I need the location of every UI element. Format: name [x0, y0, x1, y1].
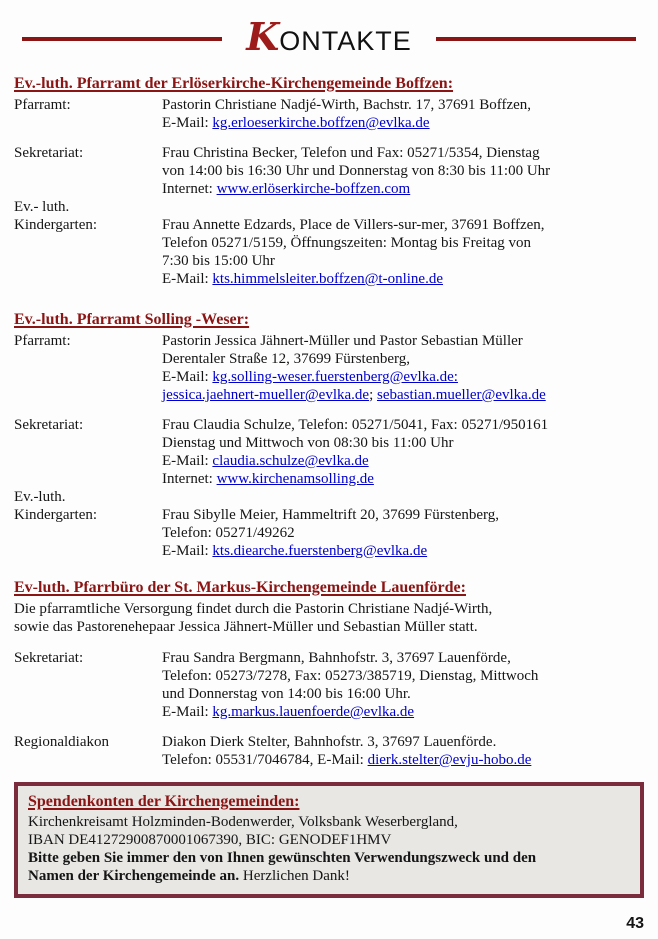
- row-value: [162, 649, 644, 721]
- text: E-Mail:: [162, 453, 213, 469]
- donation-line-note: Bitte geben Sie immer den von Ihnen gewünschten Verwendungszweck und den: [28, 850, 537, 866]
- text: E-Mail:: [162, 369, 213, 385]
- text: Telefon: 05531/7046784, E-Mail:: [162, 752, 368, 768]
- value-line: [162, 649, 644, 667]
- row-value: [162, 216, 644, 288]
- value-line: [162, 506, 644, 524]
- email-link[interactable]: claudia.schulze@evlka.de: [212, 453, 369, 469]
- value-line: [162, 350, 644, 368]
- page-title: [246, 14, 412, 59]
- row-value: [162, 506, 644, 560]
- page-number: 43: [626, 915, 644, 932]
- text: E-Mail:: [162, 704, 213, 720]
- value-line: [162, 452, 644, 470]
- section-intro: [14, 600, 644, 636]
- text: Namen der Kirchengemeinde an.: [28, 868, 240, 884]
- text: ;: [369, 387, 377, 403]
- value-line: [162, 685, 644, 703]
- row-label: Regionaldiakon: [14, 734, 109, 750]
- value-line: [162, 733, 644, 751]
- contact-row-pfarramt: [14, 332, 644, 404]
- text: Diakon Dierk Stelter, Bahnhofstr. 3, 37697 Lauenförde.: [162, 734, 497, 750]
- value-line: [162, 368, 644, 386]
- row-value: [162, 733, 644, 769]
- value-line: [162, 96, 644, 114]
- value-line: [162, 114, 644, 132]
- text: E-Mail:: [162, 115, 213, 131]
- contact-row-sekretariat: [14, 144, 644, 198]
- value-line: [162, 751, 644, 769]
- text: Pastorin Jessica Jähnert-Müller und Pastor Sebastian Müller: [162, 333, 523, 349]
- title-rule-right: [436, 37, 636, 41]
- value-line: [162, 416, 644, 434]
- value-line: [162, 542, 644, 560]
- row-label-prefix: Ev.- luth.: [14, 199, 70, 215]
- section-heading: Ev.-luth. Pfarramt Solling -Weser:: [14, 311, 250, 328]
- row-value: [162, 416, 644, 488]
- row-label: Pfarramt:: [14, 333, 71, 349]
- contact-row-kindergarten: [14, 216, 644, 288]
- text: Pastorin Christiane Nadjé-Wirth, Bachstr. 17, 37691 Boffzen,: [162, 97, 532, 113]
- text: E-Mail:: [162, 543, 213, 559]
- contact-row-sekretariat: [14, 649, 644, 721]
- contact-row-regionaldiakon: [14, 733, 644, 769]
- contact-row-pfarramt: [14, 96, 644, 132]
- row-value: [162, 332, 644, 404]
- page-header: [14, 14, 644, 60]
- contact-row-sekretariat: [14, 416, 644, 488]
- text: Herzlichen Dank!: [239, 868, 350, 884]
- title-rest: ONTAKTE: [279, 26, 412, 56]
- text: und Donnerstag von 14:00 bis 16:00 Uhr.: [162, 686, 411, 702]
- value-line: [162, 470, 644, 488]
- email-link[interactable]: kts.himmelsleiter.boffzen@t-online.de: [212, 271, 443, 287]
- row-label: Kindergarten:: [14, 217, 98, 233]
- email-link[interactable]: jessica.jaehnert-mueller@evlka.de: [162, 387, 370, 403]
- text: E-Mail:: [162, 271, 213, 287]
- row-label: Sekretariat:: [14, 145, 84, 161]
- text: Frau Claudia Schulze, Telefon: 05271/5041, Fax: 05271/950161: [162, 417, 549, 433]
- text: Frau Annette Edzards, Place de Villers-sur-mer, 37691 Boffzen,: [162, 217, 545, 233]
- text: Internet:: [162, 181, 217, 197]
- donation-line-iban: IBAN DE41272900870001067390, BIC: GENODEF1HMV: [28, 832, 392, 848]
- donation-accounts-box: [14, 782, 644, 898]
- text: Telefon: 05271/49262: [162, 525, 295, 541]
- value-line: [162, 162, 644, 180]
- title-rule-left: [22, 37, 222, 41]
- value-line: [162, 386, 644, 404]
- email-link[interactable]: kg.solling-weser.fuerstenberg@evlka.de:: [212, 369, 458, 385]
- row-label: Kindergarten:: [14, 507, 98, 523]
- value-line: [162, 216, 644, 234]
- section-pfarramt-boffzen: [14, 74, 644, 288]
- donation-line: Kirchenkreisamt Holzminden-Bodenwerder, Volksbank Weserbergland,: [28, 814, 458, 830]
- text: Dienstag und Mittwoch von 08:30 bis 11:00 Uhr: [162, 435, 454, 451]
- text: Frau Sibylle Meier, Hammeltrift 20, 37699 Fürstenberg,: [162, 507, 499, 523]
- website-link[interactable]: www.erlöserkirche-boffzen.com: [216, 181, 411, 197]
- intro-line: Die pfarramtliche Versorgung findet durch die Pastorin Christiane Nadjé-Wirth,: [14, 601, 493, 617]
- value-line: [162, 332, 644, 350]
- text: Telefon: 05273/7278, Fax: 05273/385719, Dienstag, Mittwoch: [162, 668, 539, 684]
- section-pfarrbuero-lauenfoerde: [14, 578, 644, 769]
- row-label: Pfarramt:: [14, 97, 71, 113]
- value-line: [162, 667, 644, 685]
- value-line: [162, 524, 644, 542]
- value-line: [162, 434, 644, 452]
- value-line: [162, 180, 644, 198]
- text: Frau Christina Becker, Telefon und Fax: 05271/5354, Dienstag: [162, 145, 540, 161]
- text: Frau Sandra Bergmann, Bahnhofstr. 3, 37697 Lauenförde,: [162, 650, 511, 666]
- intro-line: sowie das Pastorenehepaar Jessica Jähnert-Müller und Sebastian Müller statt.: [14, 619, 478, 635]
- value-line: [162, 144, 644, 162]
- contact-row-kindergarten: [14, 506, 644, 560]
- row-label: Sekretariat:: [14, 650, 84, 666]
- email-link[interactable]: dierk.stelter@evju-hobo.de: [367, 752, 532, 768]
- row-label-prefix: Ev.-luth.: [14, 489, 66, 505]
- row-value: [162, 96, 644, 132]
- row-value: [162, 144, 644, 198]
- email-link[interactable]: kg.erloeserkirche.boffzen@evlka.de: [212, 115, 430, 131]
- value-line: [162, 252, 644, 270]
- donation-box-heading: Spendenkonten der Kirchengemeinden:: [28, 793, 300, 810]
- text: von 14:00 bis 16:30 Uhr und Donnerstag von 8:30 bis 11:00 Uhr: [162, 163, 551, 179]
- value-line: [162, 270, 644, 288]
- value-line: [162, 703, 644, 721]
- website-link[interactable]: www.kirchenamsolling.de: [216, 471, 374, 487]
- section-heading: Ev.-luth. Pfarramt der Erlöserkirche-Kirchengemeinde Boffzen:: [14, 75, 454, 92]
- donation-line-note: [28, 867, 630, 885]
- row-label: Sekretariat:: [14, 417, 84, 433]
- email-link[interactable]: kts.diearche.fuerstenberg@evlka.de: [212, 543, 428, 559]
- text: Telefon 05271/5159, Öffnungszeiten: Montag bis Freitag von: [162, 235, 532, 251]
- text: 7:30 bis 15:00 Uhr: [162, 253, 275, 269]
- email-link[interactable]: sebastian.mueller@evlka.de: [376, 387, 546, 403]
- section-heading: Ev-luth. Pfarrbüro der St. Markus-Kirchengemeinde Lauenförde:: [14, 579, 466, 596]
- section-pfarramt-solling-weser: [14, 310, 644, 560]
- email-link[interactable]: kg.markus.lauenfoerde@evlka.de: [212, 704, 415, 720]
- value-line: [162, 234, 644, 252]
- text: Derentaler Straße 12, 37699 Fürstenberg,: [162, 351, 410, 367]
- text: Internet:: [162, 471, 217, 487]
- title-initial: K: [246, 14, 280, 59]
